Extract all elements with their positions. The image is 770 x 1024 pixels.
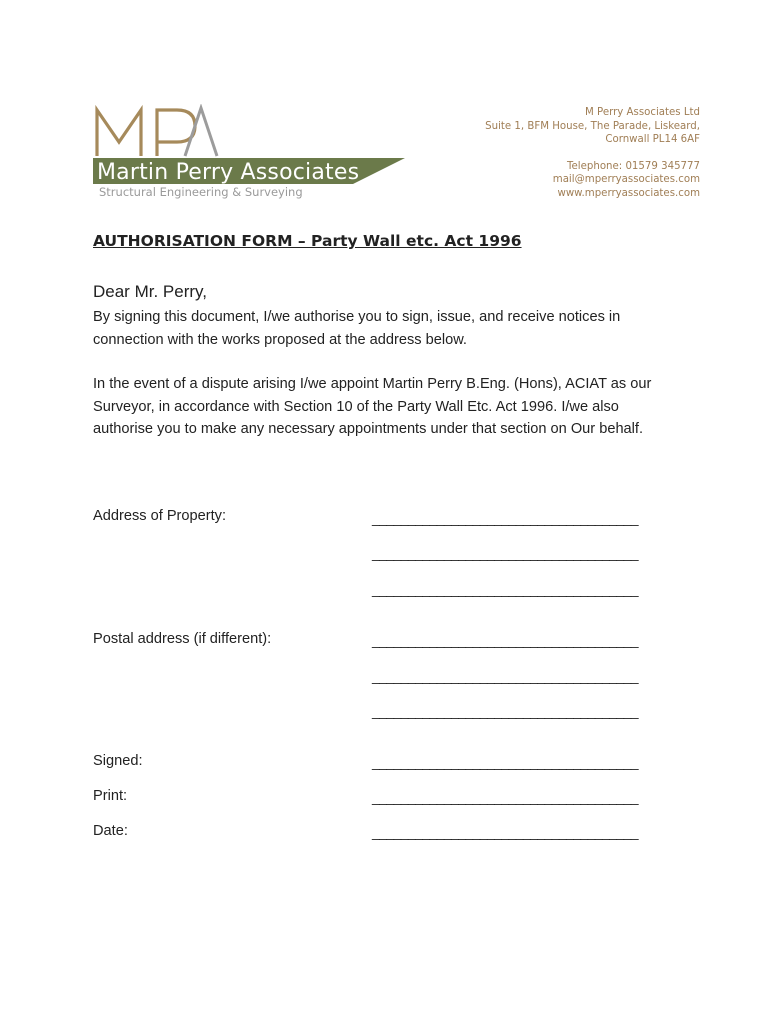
- contact-telephone: Telephone: 01579 345777: [567, 160, 700, 172]
- logo-tagline: Structural Engineering & Surveying: [99, 185, 303, 199]
- postal-address-label: Postal address (if different):: [93, 631, 272, 647]
- contact-company: M Perry Associates Ltd: [585, 107, 700, 118]
- print-field[interactable]: _____________________________________: [372, 789, 638, 805]
- salutation: Dear Mr. Perry,: [93, 282, 207, 301]
- form-title: AUTHORISATION FORM – Party Wall etc. Act 1996: [93, 232, 522, 250]
- contact-email: mail@mperryassociates.com: [552, 174, 700, 185]
- paragraph-dispute: In the event of a dispute arising I/we appoint Martin Perry B.Eng. (Hons), ACIAT as our Surveyor, in accordance with Section 10 of the Party Wall Etc. Act 1996. I/we also authorise you to make any necessary appointments under that section on Our behalf.: [93, 376, 652, 437]
- contact-website: www.mperryassociates.com: [557, 187, 700, 199]
- signed-label: Signed:: [93, 753, 143, 769]
- date-field[interactable]: _____________________________________: [372, 824, 638, 840]
- print-label: Print:: [93, 788, 128, 804]
- contact-address-line2: Cornwall PL14 6AF: [605, 134, 700, 145]
- address-line-2-field[interactable]: _____________________________________: [372, 545, 638, 561]
- signed-field[interactable]: _____________________________________: [372, 754, 638, 770]
- company-logo: [93, 104, 413, 204]
- address-line-1-field[interactable]: _____________________________________: [372, 510, 638, 526]
- postal-line-3-field[interactable]: _____________________________________: [372, 703, 638, 719]
- postal-line-1-field[interactable]: _____________________________________: [372, 632, 638, 648]
- contact-block: [440, 106, 700, 200]
- contact-address-line1: Suite 1, BFM House, The Parade, Liskeard,: [485, 120, 700, 132]
- address-line-3-field[interactable]: _____________________________________: [372, 581, 638, 597]
- date-label: Date:: [93, 823, 128, 839]
- postal-line-2-field[interactable]: _____________________________________: [372, 668, 638, 684]
- logo-company-name: Martin Perry Associates: [97, 160, 360, 185]
- address-of-property-label: Address of Property:: [93, 508, 227, 524]
- paragraph-authorisation: By signing this document, I/we authorise you to sign, issue, and receive notices in connection with the works proposed at the address below.: [93, 309, 621, 348]
